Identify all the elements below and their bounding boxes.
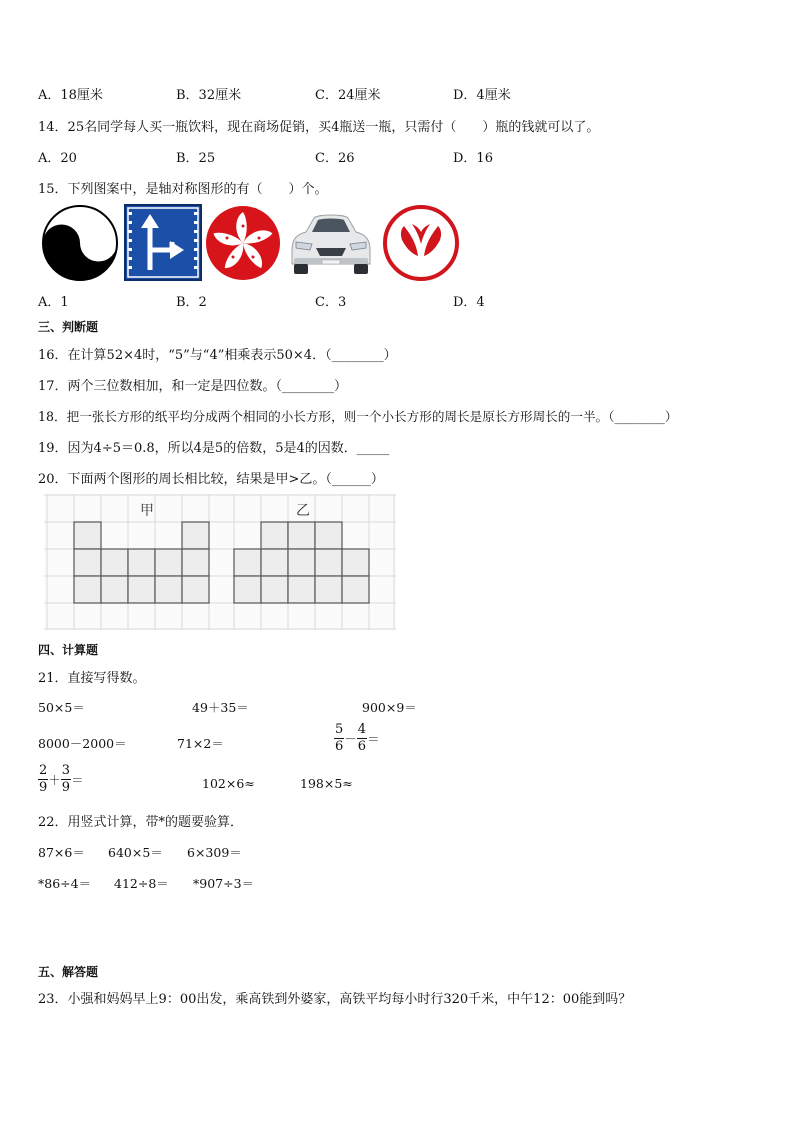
yin-yang-icon	[40, 204, 120, 282]
section-answer-heading: 五、解答题	[38, 965, 99, 979]
q22-item: 412÷8＝	[114, 876, 169, 891]
q13-option-c: C．24厘米	[315, 88, 381, 103]
question-14: 14．25名同学每人买一瓶饮料，现在商场促销，买4瓶送一瓶，只需付（ ）瓶的钱就可以了。	[38, 120, 600, 135]
q21-item: 198×5≈	[300, 776, 353, 791]
question-15: 15．下列图案中，是轴对称图形的有（ ）个。	[38, 182, 328, 197]
q15-option-c: C．3	[315, 295, 347, 310]
question-22: 22．用竖式计算，带*的题要验算．	[38, 815, 244, 830]
q21-item: 50×5＝	[38, 700, 85, 715]
car-icon	[282, 206, 380, 278]
dongfeng-logo-icon	[382, 204, 460, 282]
q14-option-d: D．16	[453, 151, 493, 166]
perimeter-grid-figure	[44, 494, 396, 630]
q21-fraction-item: $\frac{2}{9}$ ＋ $\frac{3}{9}$ ＝	[39, 763, 84, 795]
question-19: 19．因为4÷5＝0.8，所以4是5的倍数，5是4的因数．_____	[38, 441, 390, 456]
q21-item: 900×9＝	[362, 700, 417, 715]
question-23: 23．小强和妈妈早上9：00出发，乘高铁到外婆家，高铁平均每小时行320千米，中午12：00能到吗？	[38, 992, 632, 1007]
q15-option-d: D．4	[453, 295, 485, 310]
q21-item: 49＋35＝	[192, 700, 249, 715]
bauhinia-flag-icon	[204, 204, 282, 282]
traffic-sign-icon	[124, 204, 202, 281]
q14-option-b: B．25	[176, 151, 216, 166]
question-17: 17．两个三位数相加，和一定是四位数。（________）	[38, 379, 348, 394]
q21-item: 102×6≈	[202, 776, 255, 791]
q15-option-a: A．1	[38, 295, 69, 310]
q21-fraction-item: $\frac{5}{6}$ － $\frac{4}{6}$ ＝	[335, 722, 380, 754]
question-16: 16．在计算52×4时，“5”与“4”相乘表示50×4．（________）	[38, 348, 397, 363]
q21-item: 71×2＝	[177, 736, 224, 751]
q13-option-a: A．18厘米	[38, 88, 103, 103]
q22-item: *907÷3＝	[193, 876, 255, 891]
q21-item: 8000－2000＝	[38, 736, 127, 751]
q22-item: 87×6＝	[38, 845, 85, 860]
section-calculation-heading: 四、计算题	[38, 643, 99, 657]
q14-option-c: C．26	[315, 151, 355, 166]
q14-option-a: A．20	[38, 151, 77, 166]
question-20: 20．下面两个图形的周长相比较，结果是甲>乙。（______）	[38, 472, 384, 487]
q13-option-d: D．4厘米	[453, 88, 511, 103]
q15-option-b: B．2	[176, 295, 207, 310]
q13-option-b: B．32厘米	[176, 88, 242, 103]
q22-item: 6×309＝	[187, 845, 242, 860]
q22-item: *86÷4＝	[38, 876, 92, 891]
shape-label-jia: 甲	[140, 503, 154, 519]
shape-label-yi: 乙	[296, 503, 310, 519]
q22-item: 640×5＝	[108, 845, 163, 860]
question-21: 21．直接写得数。	[38, 671, 146, 686]
section-judgement-heading: 三、判断题	[38, 320, 99, 334]
question-18: 18．把一张长方形的纸平均分成两个相同的小长方形，则一个小长方形的周长是原长方形周长的一半。（________）	[38, 409, 678, 424]
